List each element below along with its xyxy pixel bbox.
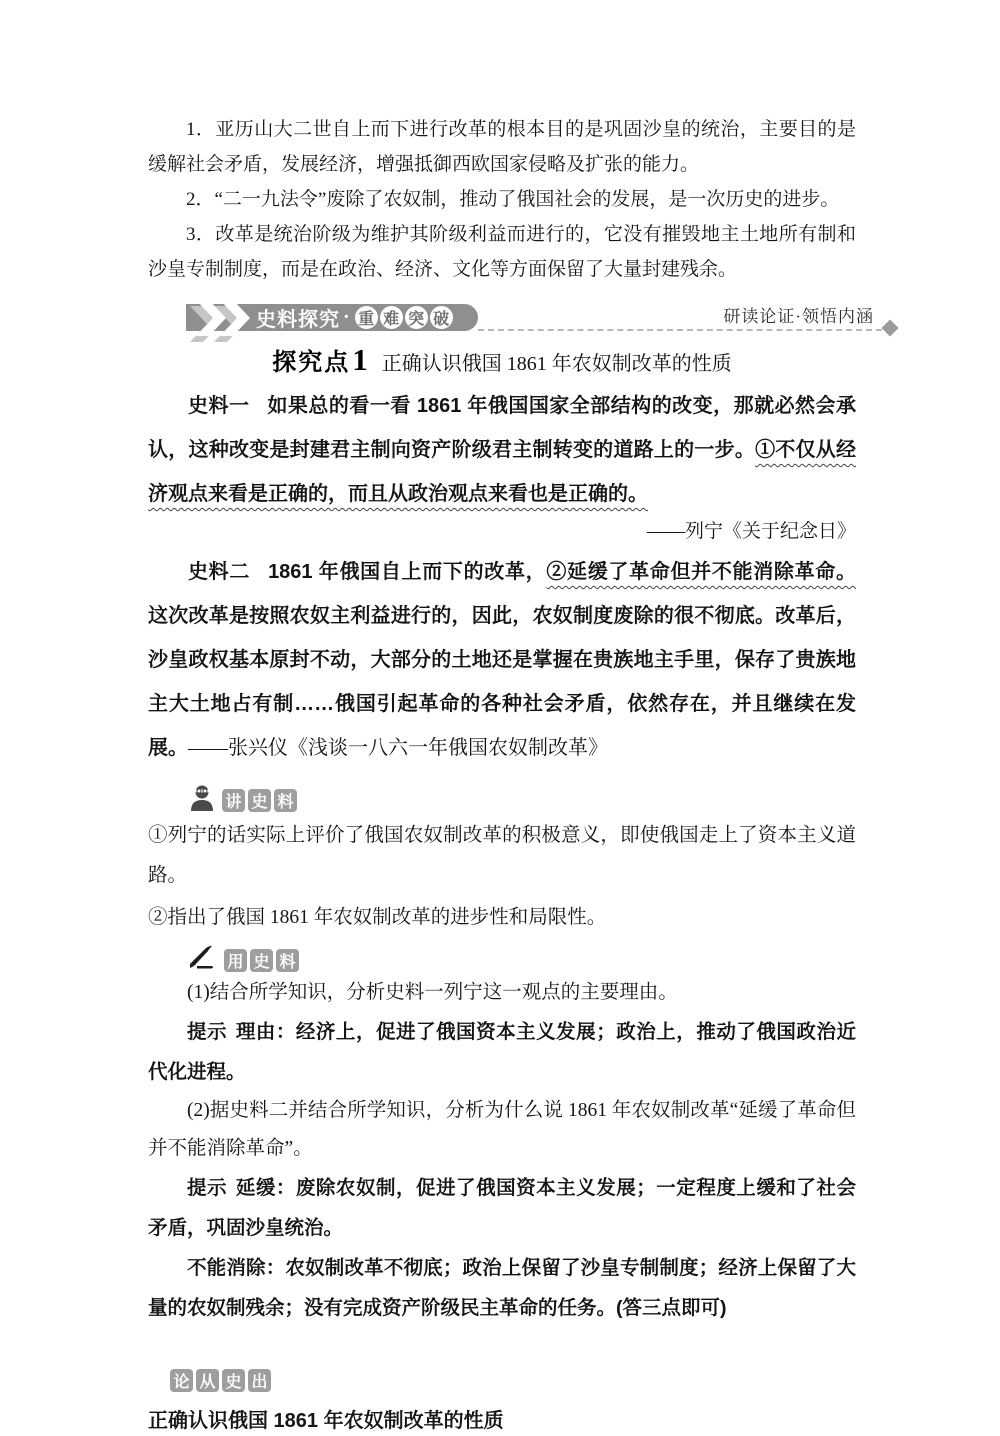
section-banner [148,302,874,338]
badge-char: 论 [170,1369,193,1392]
conclusion-from-history-badge [170,1366,856,1394]
question-1: (1)结合所学知识，分析史料一列宁这一观点的主要理由。 [187,982,678,1003]
hint-label: 提示 [187,1021,228,1043]
answer-1 [148,1012,856,1092]
badge-char: 从 [196,1369,219,1392]
question-2: (2)据史料二并结合所学知识，分析为什么说 1861 年农奴制改革“延缓了革命但并不能消除革命”。 [148,1100,856,1159]
scholar-icon [188,784,216,816]
circle-char: 破 [430,306,453,329]
answer-1-text: 理由：经济上，促进了俄国资本主义发展；政治上，推动了俄国政治近代化进程。 [148,1021,856,1083]
material-1-paragraph [148,384,856,516]
banner-separator: · [343,306,350,328]
conclusion-item-2: 2．“二一九法令”废除了农奴制，推动了俄国社会的发展，是一次历史的进步。 [186,189,840,210]
material-1-text: 如果总的看一看 1861 年俄国国家全部结构的改变，那就必然会承认，这种改变是封建君主制向资产阶级君主制转变的道路上的一步。 [148,395,857,461]
badge-char: 出 [248,1369,271,1392]
material-2-paragraph [148,550,856,770]
badge-char: 史 [250,949,273,972]
use-material-badge [188,946,856,974]
explain-item-1: ①列宁的话实际上评价了俄国农奴制改革的积极意义，即使俄国走上了资本主义道路。 [148,825,856,886]
material-1-underlined: ①不仅从经济观点来看是正确的，而且从政治观点来看也是正确的。 [148,439,857,505]
material-2-attribution: ——张兴仪《浅谈一八六一年俄国农奴制改革》 [188,737,608,759]
circle-char: 突 [405,306,428,329]
exploration-point-title: 正确认识俄国 1861 年农奴制改革的性质 [381,353,732,375]
conclusion-item-3: 3．改革是统治阶级为维护其阶级利益而进行的，它没有摧毁地主土地所有制和沙皇专制制度，而是在政治、经济、文化等方面保留了大量封建残余。 [148,224,856,280]
badge-char: 史 [248,789,271,812]
circle-char: 难 [380,306,403,329]
hint-label: 提示 [187,1177,228,1199]
answer-2 [148,1168,856,1248]
circle-char: 重 [355,306,378,329]
diamond-icon [882,320,899,337]
material-2-underlined: ②延缓了革命但并不能消除革命。 [546,561,856,583]
answer-2-text: 延缓：废除农奴制，促进了俄国资本主义发展；一定程度上缓和了社会矛盾，巩固沙皇统治。 [148,1177,856,1239]
explain-item-2: ②指出了俄国 1861 年农奴制改革的进步性和局限性。 [148,907,607,928]
material-2-text-before: 1861 年俄国自上而下的改革， [268,561,547,583]
conclusions-section [148,0,856,287]
pen-icon [188,945,218,975]
material-1-attribution: ——列宁《关于纪念日》 [646,521,856,542]
answer-2-extra: 不能消除：农奴制改革不彻底；政治上保留了沙皇专制制度；经济上保留了大量的农奴制残余；没有完成资产阶级民主革命的任务。(答三点即可) [148,1257,856,1319]
banner-title: 史料探究 [256,309,340,331]
chevron-icon [190,296,268,349]
conclusion-item-1: 1．亚历山大二世自上而下进行改革的根本目的是巩固沙皇的统治，主要目的是缓解社会矛盾，发展经济，增强抵御西欧国家侵略及扩张的能力。 [148,119,856,175]
dashed-line [478,329,882,331]
exploration-point-number: 1 [352,342,368,377]
exploration-point-label: 探究点 [272,349,351,376]
material-2-label: 史料二 [188,561,251,583]
banner-right-label: 研读论证·领悟内涵 [723,307,874,326]
badge-char: 史 [222,1369,245,1392]
badge-char: 用 [224,949,247,972]
explain-material-badge [188,786,856,814]
material-2-text-after: 这次改革是按照农奴主利益进行的，因此，农奴制度废除的很不彻底。改革后，沙皇政权基本原封不动，大部分的土地还是掌握在贵族地主手里，保存了贵族地主大土地占有制……俄国引起革命的各种社会矛盾，依然存在，并且继续在发展。 [148,605,856,759]
conclusion-from-history-title: 正确认识俄国 1861 年农奴制改革的性质 [148,1410,504,1432]
badge-char: 料 [276,949,299,972]
badge-char: 讲 [222,789,245,812]
badge-char: 料 [274,789,297,812]
material-1-label: 史料一 [188,395,250,417]
